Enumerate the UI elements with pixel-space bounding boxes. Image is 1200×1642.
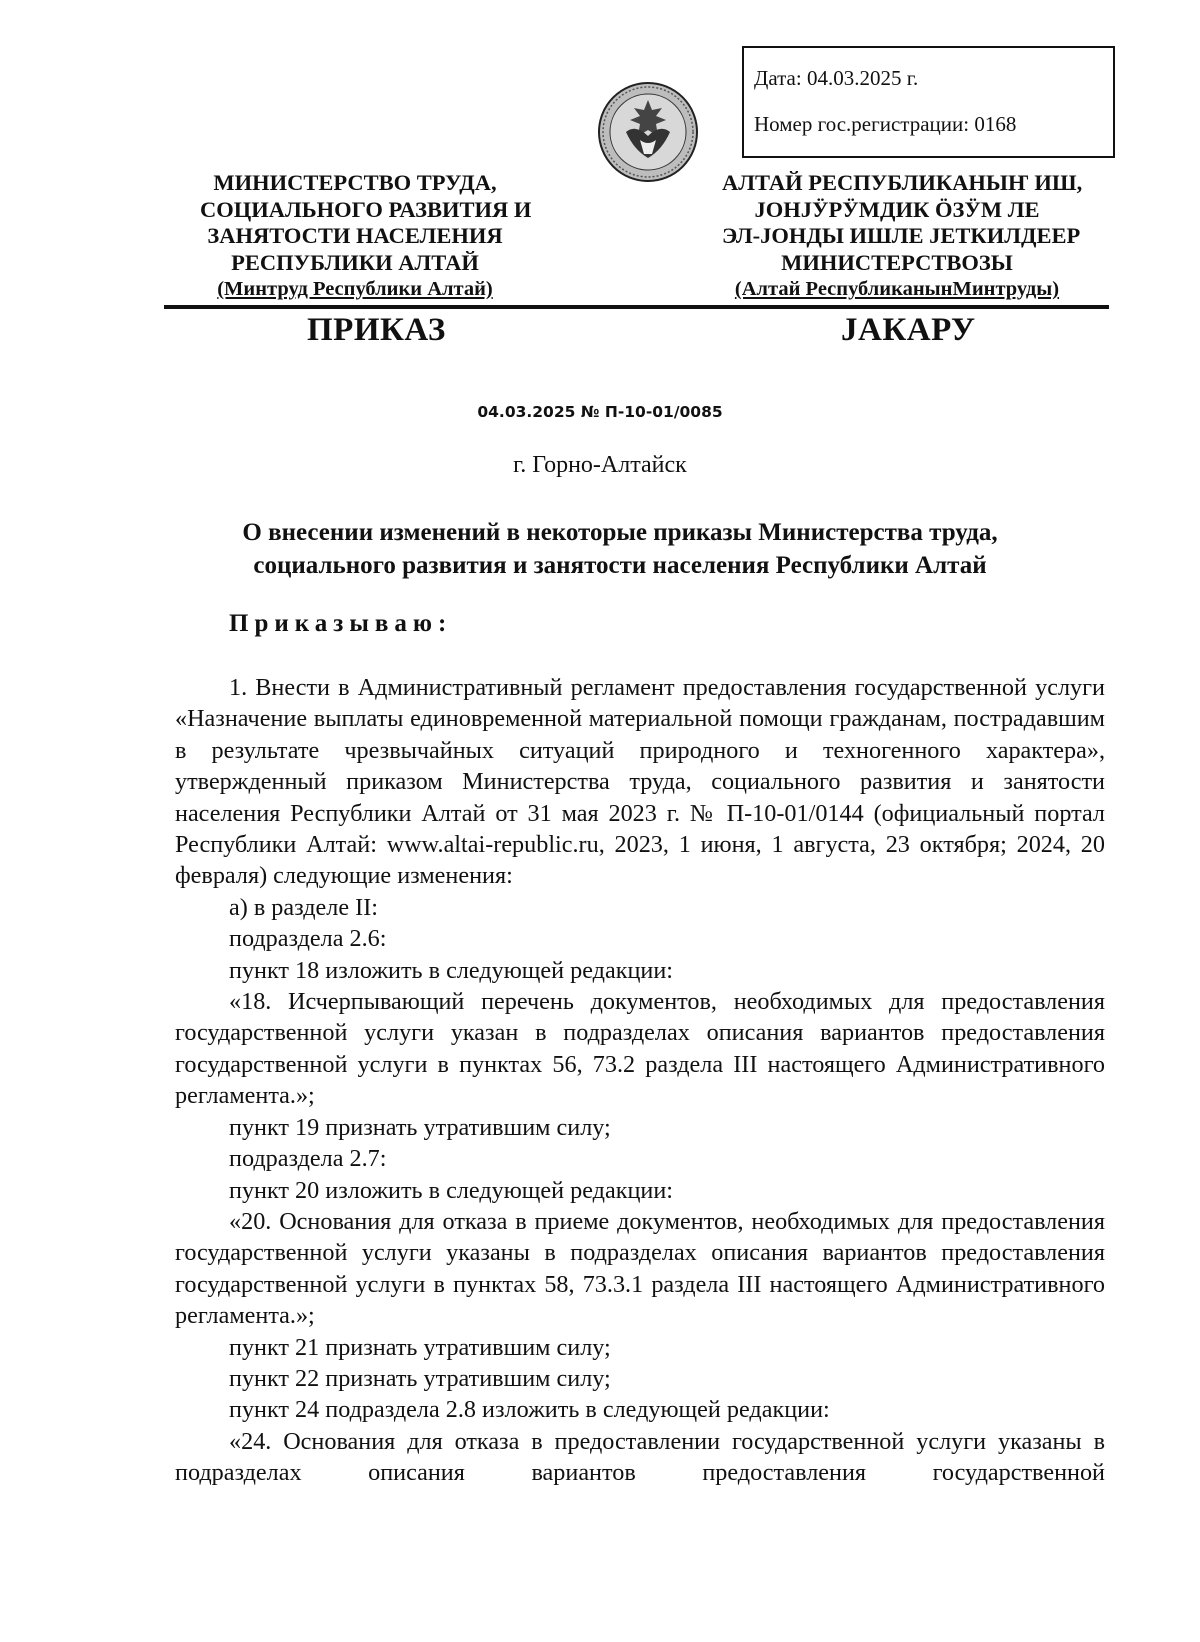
doc-type-altai: ЈАКАРУ <box>841 312 976 348</box>
body-paragraph: пункт 19 признать утратившим силу; <box>229 1113 611 1141</box>
registration-number-label: Номер гос.регистрации: <box>754 112 970 136</box>
coat-of-arms-emblem <box>596 80 700 184</box>
subject-line: О внесении изменений в некоторые приказы Министерства труда, <box>242 519 998 546</box>
header-divider <box>164 305 1109 309</box>
body-paragraph: «24. Основания для отказа в предоставлении государственной услуги указаны в подразделах описания вариантов предоставления государственной <box>175 1427 1105 1487</box>
ministry-name-ru-line: МИНИСТЕРСТВО ТРУДА, <box>213 170 497 195</box>
ministry-name-ru-line: ЗАНЯТОСТИ НАСЕЛЕНИЯ <box>207 223 503 248</box>
document-date-number: 04.03.2025 № П-10-01/0085 <box>477 403 723 421</box>
body-paragraph: «20. Основания для отказа в приеме документов, необходимых для предоставления государственной услуги указаны в подразделах описания вариантов предоставления государственной услуги в пунктах 58, 73.3.1 раздела III настоящего Административного регламента.»; <box>175 1207 1105 1330</box>
body-paragraph: пункт 22 признать утратившим силу; <box>229 1364 611 1392</box>
body-paragraph: пункт 20 изложить в следующей редакции: <box>229 1176 673 1204</box>
ministry-short-name-ru: (Минтруд Республики Алтай) <box>217 278 493 300</box>
body-paragraph: 1. Внести в Административный регламент предоставления государственной услуги «Назначение выплаты единовременной материальной помощи гражданам, пострадавшим в результате чрезвычайных ситуаций природного и техногенного характера», утвержденный приказом Министерства труда, социального развития и занятости населения Республики Алтай от 31 мая 2023 г. № П-10-01/0144 (официальный портал Республики Алтай: www.altai-republic.ru, 2023, 1 июня, 1 августа, 23 октября; 2024, 20 февраля) следующие изменения: <box>175 674 1105 890</box>
registration-date-value: 04.03.2025 г. <box>806 66 919 90</box>
ministry-name-alt-line: АЛТАЙ РЕСПУБЛИКАНЫҤ ИШ, <box>722 170 1083 195</box>
ministry-name-alt-line: МИНИСТЕРСТВОЗЫ <box>781 249 1013 275</box>
body-paragraph: пункт 18 изложить в следующей редакции: <box>229 956 673 984</box>
document-body <box>175 672 1105 1489</box>
doc-type-russian: ПРИКАЗ <box>307 312 446 348</box>
registration-number-value: 0168 <box>974 112 1017 136</box>
ministry-name-altai <box>722 170 1083 303</box>
registration-box <box>742 46 1115 158</box>
body-paragraph: подраздела 2.7: <box>229 1145 387 1173</box>
ministry-name-russian <box>200 170 532 303</box>
body-paragraph: «18. Исчерпывающий перечень документов, необходимых для предоставления государственной услуги указан в подразделах описания вариантов предоставления государственной услуги в пунктах 56, 73.2 раздела III настоящего Административного регламента.»; <box>175 988 1105 1110</box>
ministry-short-name-alt: (Алтай РеспубликанынМинтруды) <box>734 278 1060 300</box>
body-paragraph: пункт 21 признать утратившим силу; <box>229 1333 611 1361</box>
ministry-name-alt-line: ЈОНЈӰРӰМДИК ӦЗӰМ ЛЕ <box>754 196 1040 222</box>
registration-number <box>754 112 1016 137</box>
ministry-name-alt-line: ЭЛ-ЈОНДЫ ИШЛЕ ЈЕТКИЛДЕЕР <box>722 223 1081 248</box>
document-subject <box>170 516 1070 582</box>
ministry-name-ru-line: РЕСПУБЛИКИ АЛТАЙ <box>231 249 479 275</box>
order-directive: Приказываю: <box>229 610 453 637</box>
registration-date-label: Дата: <box>754 66 802 90</box>
body-paragraph: а) в разделе II: <box>229 893 378 921</box>
document-city: г. Горно-Алтайск <box>513 452 687 478</box>
body-paragraph: пункт 24 подраздела 2.8 изложить в следующей редакции: <box>229 1396 830 1424</box>
subject-line: социального развития и занятости населения Республики Алтай <box>253 552 987 579</box>
registration-date <box>754 66 918 91</box>
ministry-name-ru-line: СОЦИАЛЬНОГО РАЗВИТИЯ И <box>200 196 532 222</box>
body-paragraph: подраздела 2.6: <box>229 925 387 953</box>
